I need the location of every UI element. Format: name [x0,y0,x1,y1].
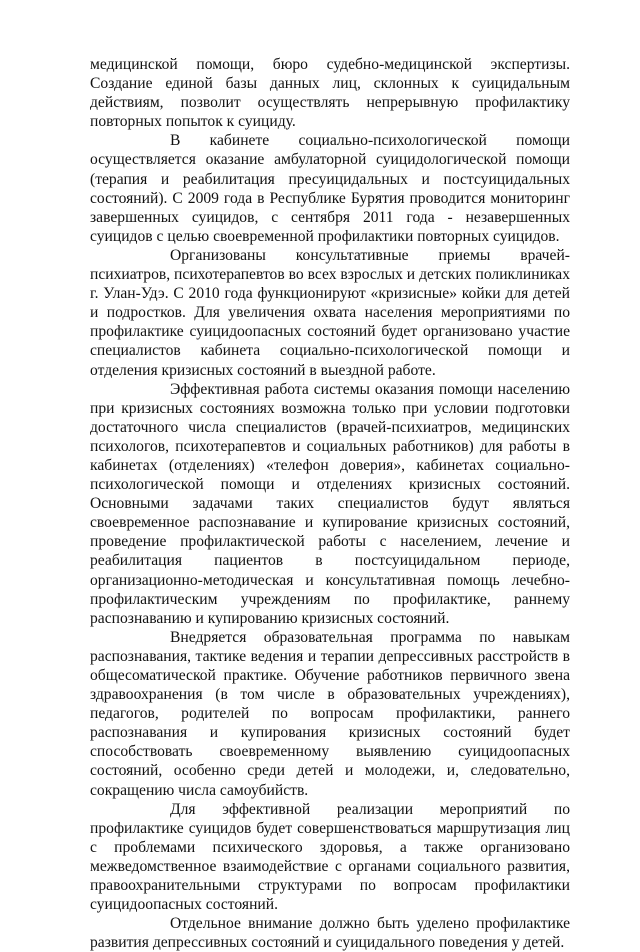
paragraph-7: Отдельное внимание должно быть уделено профилактике развития депрессивных состояний и суицидального поведения у детей. [90,915,570,952]
paragraph-5: Внедряется образовательная программа по навыкам распознавания, тактике ведения и терапии депрессивных расстройств в общесоматической практике. Обучение работников первичного звена здравоохранения (в том числе в образовательных учреждениях), педагогов, родителей по вопросам профилактики, раннего распознавания и купирования кризисных состояний будет способствовать своевременному выявлению суицидоопасных состояний, особенно среди детей и молодежи, и, следовательно, сокращению числа самоубийств. [90,628,570,799]
paragraph-2: В кабинете социально-психологической помощи осуществляется оказание амбулаторной суицидологической помощи (терапия и реабилитация пресуицидальных и постсуицидальных состояний). С 2009 года в Республике Бурятия проводится мониторинг завершенных суицидов, с сентября 2011 года - незавершенных суицидов с целью своевременной профилактики повторных суицидов. [90,132,570,245]
document-page [90,55,570,952]
paragraph-1: медицинской помощи, бюро судебно-медицинской экспертизы. Создание единой базы данных лиц, склонных к суицидальным действиям, позволит осуществлять непрерывную профилактику повторных попыток к суициду. [90,56,570,131]
paragraph-4: Эффективная работа системы оказания помощи населению при кризисных состояниях возможна только при условии подготовки достаточного числа специалистов (врачей-психиатров, медицинских психологов, психотерапевтов и социальных работников) для работы в кабинетах (отделениях) «телефон доверия», кабинетах социально-психологической помощи и отделениях кризисных состояний. Основными задачами таких специалистов будут являться своевременное распознавание и купирование кризисных состояний, проведение профилактической работы с населением, лечение и реабилитация пациентов в постсуицидальном периоде, организационно-методическая и консультативная помощь лечебно-профилактическим учреждениям по профилактике, раннему распознаванию и купированию кризисных состояний. [90,380,570,627]
paragraph-6: Для эффективной реализации мероприятий по профилактике суицидов будет совершенствоваться маршрутизация лиц с проблемами психического здоровья, а также организовано межведомственное взаимодействие с органами социального развития, правоохранительными структурами по вопросам профилактики суицидоопасных состояний. [90,800,570,914]
paragraph-3: Организованы консультативные приемы врачей-психиатров, психотерапевтов во всех взрослых и детских поликлиниках г. Улан-Удэ. С 2010 года функционируют «кризисные» койки для детей и подростков. Для увеличения охвата населения мероприятиями по профилактике суицидоопасных состояний будет организовано участие специалистов кабинета социально-психологической помощи и отделения кризисных состояний в выездной работе. [90,246,570,379]
